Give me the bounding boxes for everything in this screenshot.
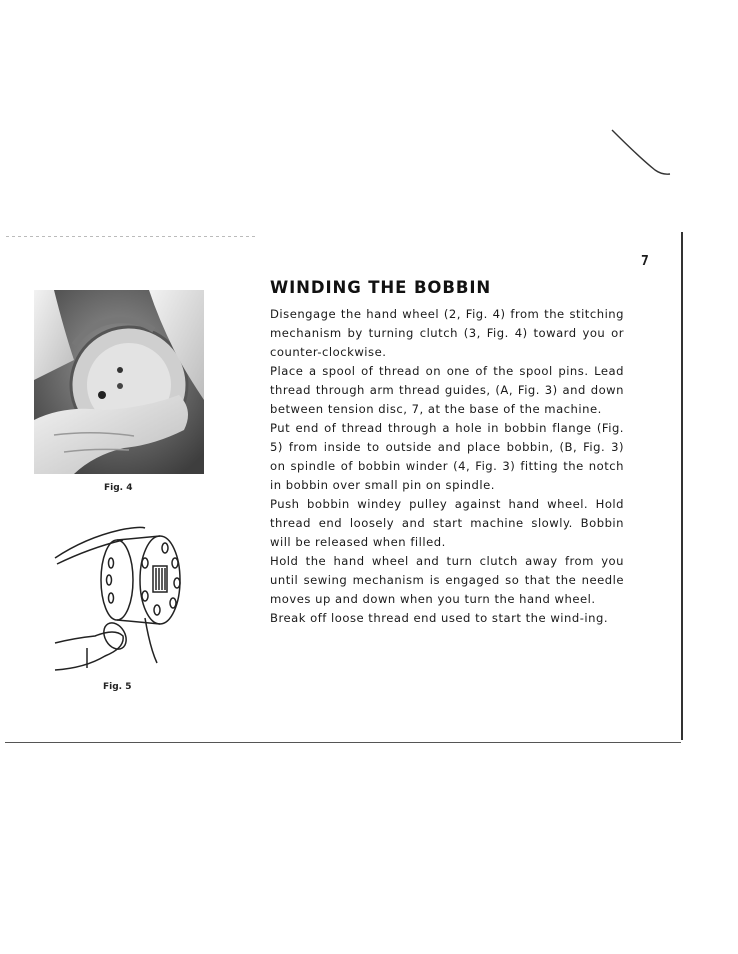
instructions-body: [270, 305, 624, 628]
paragraph-hold-wheel: Hold the hand wheel and turn clutch away from you until sewing mechanism is engaged so that the needle moves up and down when you turn the hand wheel.: [270, 554, 624, 606]
page-number: 7: [641, 254, 649, 269]
paragraph-push-bobbin: Push bobbin windey pulley against hand wheel. Hold thread end loosely and start machine slowly. Bobbin will be released when filled.: [270, 497, 624, 549]
fig5-bobbin-drawing: [45, 518, 195, 678]
bottom-divider-line: [5, 742, 681, 743]
top-divider-line: [6, 236, 256, 237]
paragraph-break-thread: Break off loose thread end used to start the wind-ing.: [270, 611, 609, 625]
fig4-caption: Fig. 4: [104, 483, 133, 493]
paragraph-disengage: Disengage the hand wheel (2, Fig. 4) from the stitching mechanism by turning clutch (3, Fig. 4) toward you or counter-clockwise.: [270, 307, 624, 359]
paragraph-place-spool: Place a spool of thread on one of the spool pins. Lead thread through arm thread guides, (A, Fig. 3) and down between tension disc, 7, at the base of the machine.: [270, 364, 624, 416]
page-edge-line: [681, 232, 683, 740]
hand-wheel-photo: [34, 290, 204, 474]
corner-scan-mark: [610, 128, 680, 188]
paragraph-put-thread: Put end of thread through a hole in bobbin flange (Fig. 5) from inside to outside and place bobbin, (B, Fig. 3) on spindle of bobbin winder (4, Fig. 3) fitting the notch in bobbin over small pin on spindle.: [270, 421, 624, 492]
section-heading: WINDING THE BOBBIN: [270, 278, 492, 297]
fig5-caption: Fig. 5: [103, 682, 132, 692]
fig4-photo: [34, 290, 204, 474]
